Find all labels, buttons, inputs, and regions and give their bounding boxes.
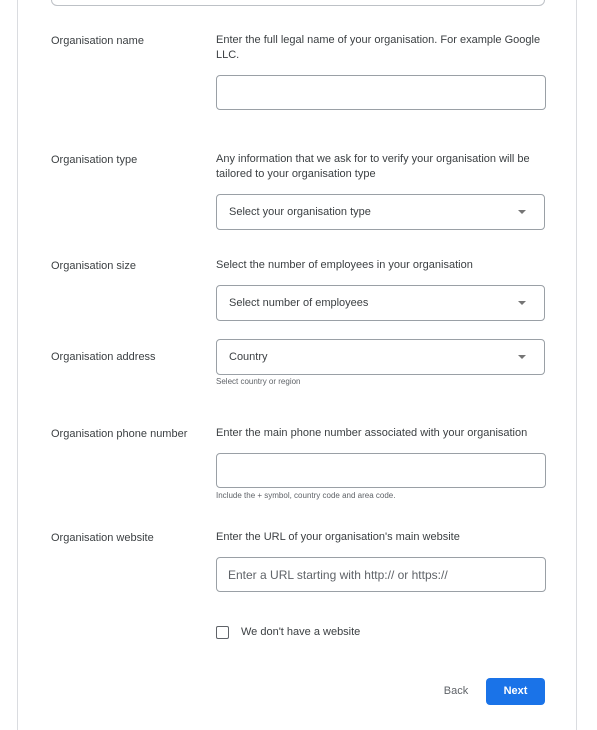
org-size-selected: Select number of employees	[229, 297, 369, 309]
org-type-select[interactable]	[216, 194, 545, 230]
org-website-description: Enter the URL of your organisation's main website	[216, 531, 460, 543]
org-name-input[interactable]	[217, 76, 545, 109]
org-size-description: Select the number of employees in your organisation	[216, 259, 473, 271]
org-size-label: Organisation size	[51, 260, 136, 272]
chevron-down-icon	[518, 210, 526, 214]
org-size-select[interactable]	[216, 285, 545, 321]
chevron-down-icon	[518, 355, 526, 359]
no-website-label[interactable]: We don't have a website	[241, 626, 361, 638]
back-button[interactable]: Back	[443, 685, 469, 697]
country-selected: Country	[229, 351, 268, 363]
org-phone-label: Organisation phone number	[51, 428, 188, 440]
org-name-field[interactable]	[216, 75, 546, 110]
org-type-description: Any information that we ask for to verify your organisation will be tailored to your organisation type	[216, 153, 530, 180]
country-help-text: Select country or region	[216, 377, 301, 386]
country-select[interactable]	[216, 339, 545, 375]
org-phone-field[interactable]	[216, 453, 546, 488]
org-type-label: Organisation type	[51, 154, 138, 166]
next-button[interactable]: Next	[486, 678, 545, 705]
org-address-label: Organisation address	[51, 351, 156, 363]
org-website-field[interactable]	[216, 557, 546, 592]
org-type-selected: Select your organisation type	[229, 206, 371, 218]
org-website-input[interactable]	[217, 558, 545, 591]
phone-help-text: Include the + symbol, country code and area code.	[216, 491, 396, 500]
org-name-label: Organisation name	[51, 35, 144, 47]
org-phone-description: Enter the main phone number associated with your organisation	[216, 427, 528, 439]
no-website-checkbox[interactable]	[216, 626, 229, 639]
org-website-label: Organisation website	[51, 532, 154, 544]
chevron-down-icon	[518, 301, 526, 305]
org-name-description: Enter the full legal name of your organisation. For example Google LLC.	[216, 34, 541, 61]
previous-field[interactable]	[51, 0, 545, 6]
org-phone-input[interactable]	[217, 454, 545, 487]
